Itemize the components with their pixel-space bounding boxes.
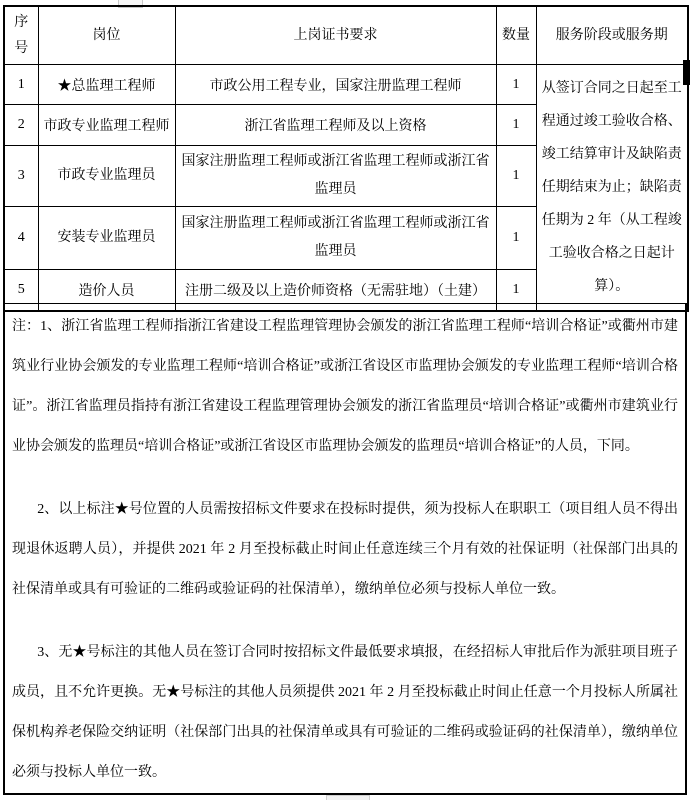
header-certificate-requirement: 上岗证书要求 bbox=[175, 6, 496, 65]
table-header-row bbox=[4, 6, 688, 65]
cell-serial: 2 bbox=[4, 105, 38, 146]
cell-certificate: 市政公用工程专业，国家注册监理工程师 bbox=[175, 65, 496, 105]
cell-position: ★总监理工程师 bbox=[38, 65, 175, 105]
cell-position: 造价人员 bbox=[38, 270, 175, 312]
header-service-period: 服务阶段或服务期 bbox=[536, 6, 688, 65]
cell-serial: 3 bbox=[4, 146, 38, 207]
header-quantity: 数量 bbox=[496, 6, 536, 65]
table-row bbox=[4, 65, 688, 105]
cell-certificate: 国家注册监理工程师或浙江省监理工程师或浙江省监理员 bbox=[175, 207, 496, 270]
cell-quantity: 1 bbox=[496, 270, 536, 312]
staff-requirements-table bbox=[3, 5, 689, 312]
header-serial-number: 序号 bbox=[4, 6, 38, 65]
cell-quantity: 1 bbox=[496, 146, 536, 207]
note-3: 3、无★号标注的其他人员在签订合同时按招标文件最低要求填报，在经招标人审批后作为派驻项目班子成员，且不允许更换。无★号标注的其他人员须提供 2021 年 2 月至投标截止时间止任意一个月投标人所属社保机构养老保险交纳证明（社保部门出具的社保清单或具有可验证的二维码或验证码的社保清单），缴纳单位必须与投标人单位一致。 bbox=[12, 645, 678, 780]
note-1: 注：1、浙江省监理工程师指浙江省建设工程监理管理协会颁发的浙江省监理工程师“培训合格证”或衢州市建筑业行业协会颁发的专业监理工程师“培训合格证”或浙江省设区市监理协会颁发的专业监理工程师“培训合格证”。浙江省监理员指持有浙江省建设工程监理管理协会颁发的浙江省监理员“培训合格证”或衢州市建筑业行业协会颁发的监理员“培训合格证”或浙江省设区市监理协会颁发的监理员“培训合格证”的人员，下同。 bbox=[12, 319, 678, 454]
cell-position: 市政专业监理员 bbox=[38, 146, 175, 207]
right-edge-marker bbox=[683, 60, 690, 85]
notes-section bbox=[3, 303, 687, 795]
cell-serial: 5 bbox=[4, 270, 38, 312]
note-2: 2、以上标注★号位置的人员需按招标文件要求在投标时提供，须为投标人在职职工（项目组人员不得出现退休返聘人员），并提供 2021 年 2 月至投标截止时间止任意连续三个月有效的社保证明（社保部门出具的社保清单或具有可验证的二维码或验证码的社保清单），缴纳单位必须与投标人单位一致。 bbox=[12, 502, 678, 597]
cell-quantity: 1 bbox=[496, 105, 536, 146]
cell-position: 安装专业监理员 bbox=[38, 207, 175, 270]
cell-certificate: 注册二级及以上造价师资格（无需驻地）（土建） bbox=[175, 270, 496, 312]
cell-serial: 4 bbox=[4, 207, 38, 270]
cell-quantity: 1 bbox=[496, 65, 536, 105]
page-bottom-marker bbox=[326, 795, 370, 800]
cell-quantity: 1 bbox=[496, 207, 536, 270]
header-position: 岗位 bbox=[38, 6, 175, 65]
cell-position: 市政专业监理工程师 bbox=[38, 105, 175, 146]
cell-serial: 1 bbox=[4, 65, 38, 105]
cell-certificate: 浙江省监理工程师及以上资格 bbox=[175, 105, 496, 146]
cell-certificate: 国家注册监理工程师或浙江省监理工程师或浙江省监理员 bbox=[175, 146, 496, 207]
cell-service-period: 从签订合同之日起至工程通过竣工验收合格、竣工结算审计及缺陷责任期结束为止；缺陷责任期为 2 年（从工程竣工验收合格之日起计算）。 bbox=[536, 65, 688, 312]
